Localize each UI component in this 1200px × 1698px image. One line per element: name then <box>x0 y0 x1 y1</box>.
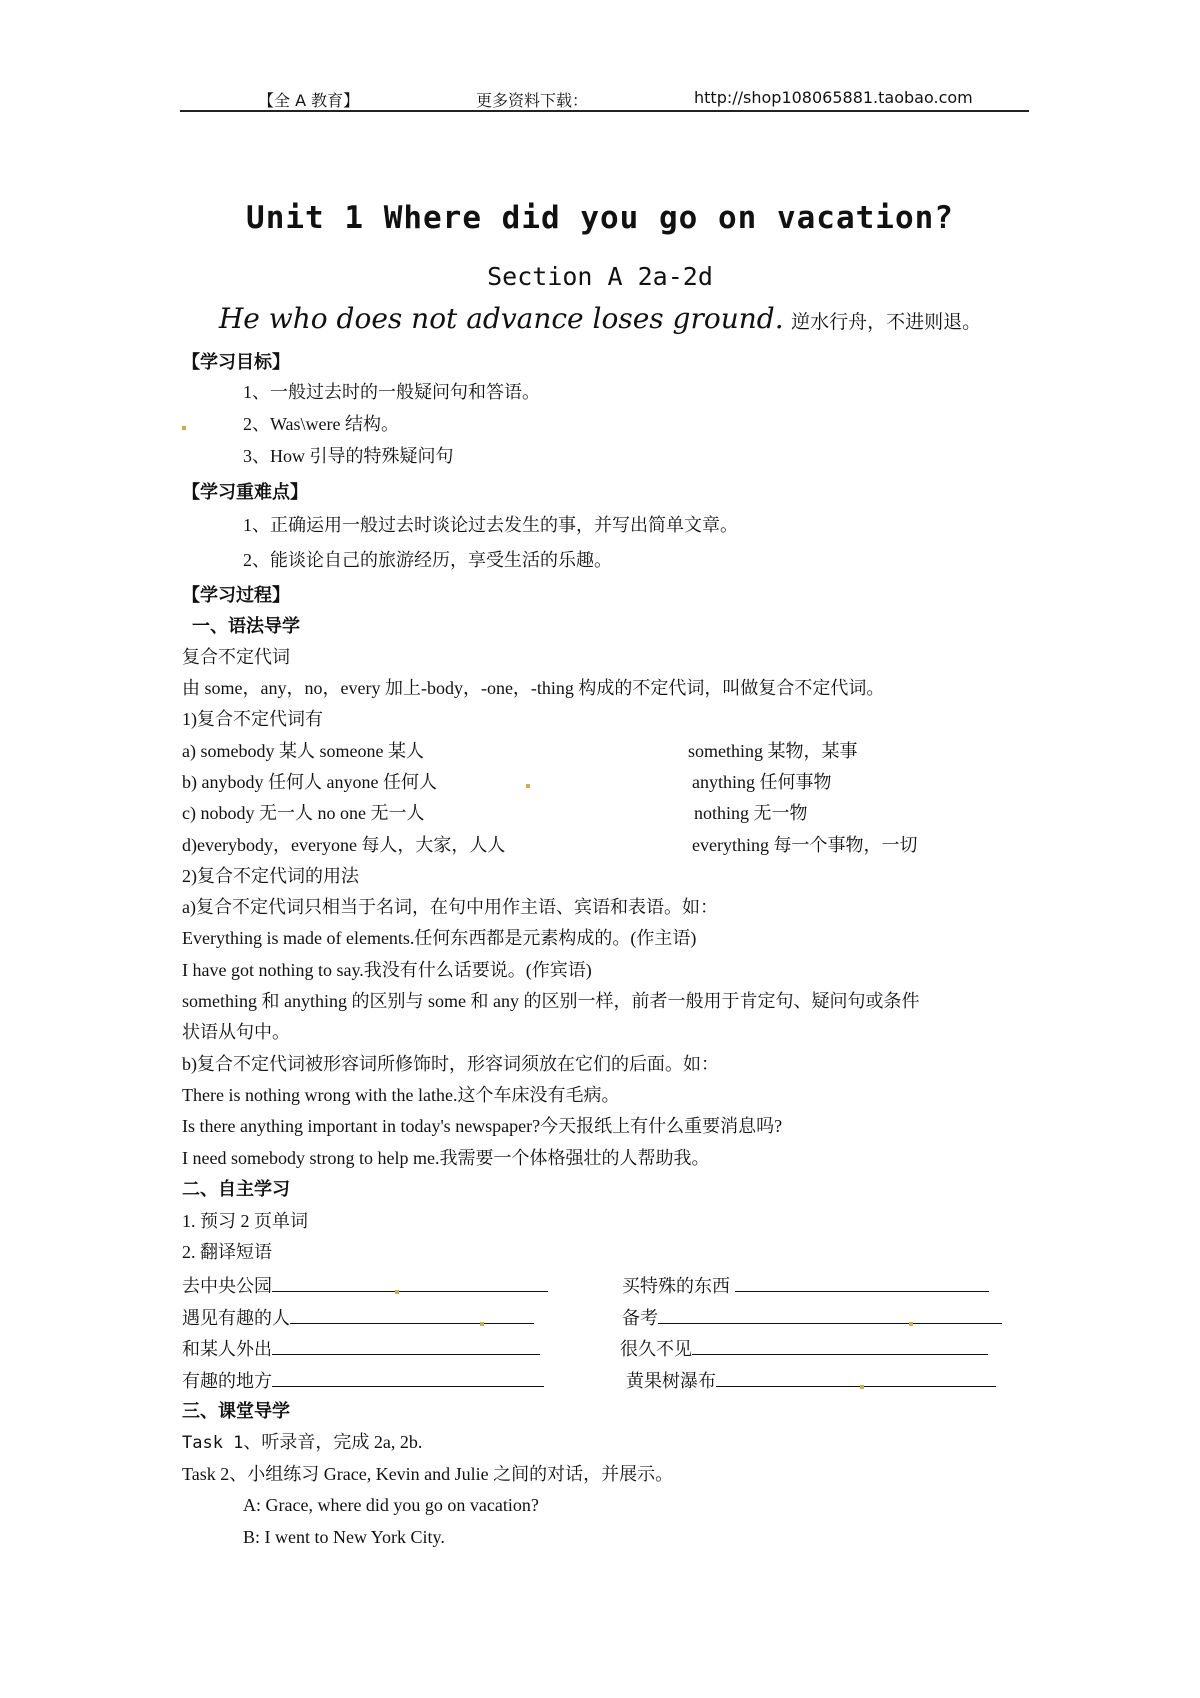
goal-item: 3、How 引导的特殊疑问句 <box>243 446 454 466</box>
task1-text: 、听录音，完成 2a, 2b. <box>243 1432 423 1452</box>
goal-item: 2、Was\were 结构。 <box>243 414 400 434</box>
dialogue-line: A: Grace, where did you go on vacation? <box>243 1495 539 1515</box>
answer-blank[interactable] <box>658 1305 1002 1324</box>
phrase-right <box>620 1336 988 1360</box>
phrase-left <box>182 1273 548 1297</box>
self-study-heading: 二、自主学习 <box>182 1179 290 1199</box>
scan-speck <box>526 784 530 788</box>
usage-line: I need somebody strong to help me.我需要一个体格强壮的人帮助我。 <box>182 1148 710 1168</box>
answer-blank[interactable] <box>290 1305 534 1324</box>
phrase-left-label: 有趣的地方 <box>182 1371 272 1391</box>
dialogue-line: B: I went to New York City. <box>243 1527 445 1547</box>
pronoun-row-right: nothing 无一物 <box>694 803 808 823</box>
phrase-right <box>622 1273 989 1297</box>
answer-blank[interactable] <box>692 1336 988 1355</box>
grammar-heading: 一、语法导学 <box>192 616 300 636</box>
phrase-left <box>182 1336 540 1360</box>
section-subtitle: Section A 2a-2d <box>487 262 713 291</box>
scan-speck <box>182 426 186 430</box>
task2: Task 2、小组练习 Grace, Kevin and Julie 之间的对话，并展示。 <box>182 1464 674 1484</box>
grammar-intro: 由 some，any，no，every 加上-body，-one，-thing 构成的不定代词，叫做复合不定代词。 <box>182 678 885 698</box>
phrase-left <box>182 1368 544 1392</box>
scan-speck <box>909 1322 913 1326</box>
self-study-item: 1. 预习 2 页单词 <box>182 1211 308 1231</box>
motto-chinese: 逆水行舟，不进则退。 <box>791 312 982 333</box>
key-point-item: 2、能谈论自己的旅游经历，享受生活的乐趣。 <box>243 550 612 570</box>
pronoun-row-left: d)everybody，everyone 每人，大家，人人 <box>182 835 506 855</box>
motto-english: He who does not advance loses ground. <box>218 302 784 335</box>
classroom-heading: 三、课堂导学 <box>182 1401 290 1421</box>
usage-line: 状语从句中。 <box>182 1022 290 1042</box>
phrase-right-label: 黄果树瀑布 <box>626 1371 716 1391</box>
usage-line: Is there anything important in today's newspaper?今天报纸上有什么重要消息吗? <box>182 1116 783 1136</box>
header-rule <box>180 110 1029 112</box>
answer-blank[interactable] <box>735 1273 989 1292</box>
key-points-heading: 【学习重难点】 <box>182 482 308 502</box>
answer-blank[interactable] <box>272 1336 540 1355</box>
self-study-item: 2. 翻译短语 <box>182 1242 272 1262</box>
header-download-label: 更多资料下载： <box>476 91 589 110</box>
usage-line: There is nothing wrong with the lathe.这个车床没有毛病。 <box>182 1085 620 1105</box>
phrase-right-label: 买特殊的东西 <box>622 1276 735 1296</box>
phrase-right-label: 很久不见 <box>620 1339 692 1359</box>
grammar-sub2: 2)复合不定代词的用法 <box>182 866 359 886</box>
usage-line: a)复合不定代词只相当于名词，在句中用作主语、宾语和表语。如： <box>182 897 718 917</box>
goals-heading: 【学习目标】 <box>182 352 290 372</box>
usage-line: b)复合不定代词被形容词所修饰时，形容词须放在它们的后面。如： <box>182 1054 719 1074</box>
phrase-left-label: 遇见有趣的人 <box>182 1308 290 1328</box>
scan-speck <box>860 1385 864 1389</box>
pronoun-row-left: a) somebody 某人 someone 某人 <box>182 741 424 761</box>
answer-blank[interactable] <box>716 1368 996 1387</box>
scan-speck <box>395 1290 399 1294</box>
process-heading: 【学习过程】 <box>182 585 290 605</box>
pronoun-row-left: b) anybody 任何人 anyone 任何人 <box>182 772 437 792</box>
header-brand: 【全 A 教育】 <box>258 91 360 110</box>
pronoun-row-right: everything 每一个事物，一切 <box>692 835 918 855</box>
usage-line: Everything is made of elements.任何东西都是元素构成的。(作主语) <box>182 928 697 948</box>
task1-label: Task 1 <box>182 1433 244 1453</box>
phrase-left-label: 和某人外出 <box>182 1339 272 1359</box>
goal-item: 1、一般过去时的一般疑问句和答语。 <box>243 382 540 402</box>
key-point-item: 1、正确运用一般过去时谈论过去发生的事，并写出简单文章。 <box>243 515 738 535</box>
pronoun-row-left: c) nobody 无一人 no one 无一人 <box>182 803 425 823</box>
pronoun-row-right: something 某物，某事 <box>688 741 858 761</box>
phrase-right <box>622 1305 1002 1329</box>
header-url[interactable]: http://shop108065881.taobao.com <box>694 88 973 107</box>
pronoun-row-right: anything 任何事物 <box>692 772 832 792</box>
usage-line: something 和 anything 的区别与 some 和 any 的区别一样，前者一般用于肯定句、疑问句或条件 <box>182 991 920 1011</box>
usage-line: I have got nothing to say.我没有什么话要说。(作宾语) <box>182 960 592 980</box>
answer-blank[interactable] <box>272 1368 544 1387</box>
page-title: Unit 1 Where did you go on vacation? <box>246 200 954 236</box>
grammar-sub1: 1)复合不定代词有 <box>182 709 323 729</box>
scan-speck <box>480 1322 484 1326</box>
phrase-right <box>626 1368 996 1392</box>
answer-blank[interactable] <box>272 1273 548 1292</box>
phrase-left-label: 去中央公园 <box>182 1276 272 1296</box>
motto <box>0 302 1200 336</box>
grammar-topic: 复合不定代词 <box>182 647 290 667</box>
task1 <box>182 1431 422 1454</box>
phrase-right-label: 备考 <box>622 1308 658 1328</box>
